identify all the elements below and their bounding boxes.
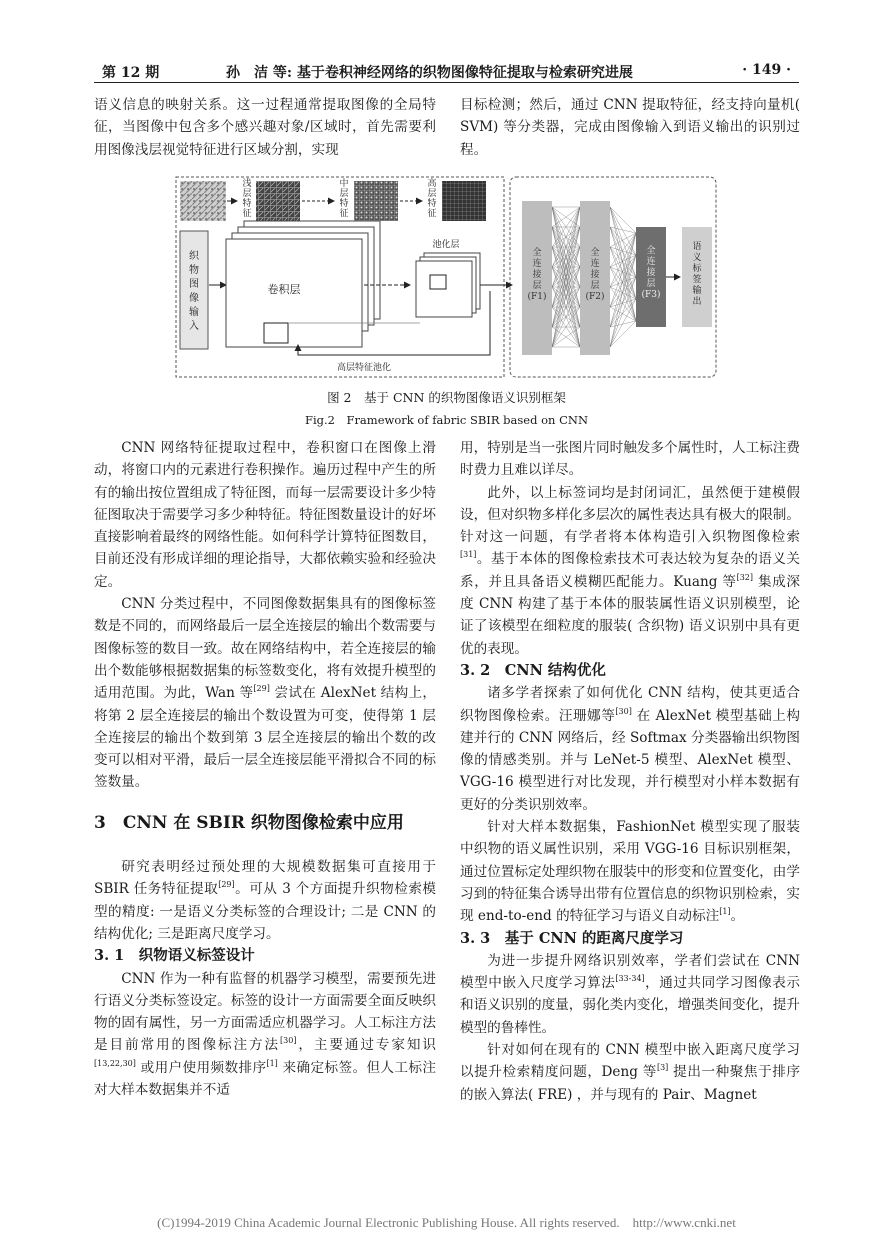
copyright-footer: (C)1994-2019 China Academic Journal Electronic Publishing House. All rights reserved. http://www.cnki.net: [157, 1215, 736, 1230]
figure-label-char: 特: [339, 199, 349, 209]
paragraph: CNN 分类过程中，不同图像数据集具有的图像标签数是不同的，而网络最后一层全连接层的输出个数需要与图像标签的数目一致。故在网络结构中，若全连接层的输出个数能够根据数据集的标签数变化，将有效提升模型的适用范围。为此，Wan 等[29] 尝试在 AlexNet 结构上，将第 2 层全连接层的输出个数设置为可变，使得第 1 层全连接层的输出个数到第 3 层全连接层的输出个数的改变可以相对平滑，最后一层全连接层能平滑拟合不同的标签数量。: [94, 596, 436, 791]
citation: [13,22,30]: [94, 1058, 136, 1068]
fabric-sample-image: [180, 181, 226, 221]
figure-label-char: 图: [189, 279, 199, 290]
paragraph: CNN 作为一种有监督的机器学习模型，需要预先进行语义分类标签设定。标签的设计一方面需要全面反映织物的固有属性，另一方面需适应机器学习。人工标注方法是目前常用的图像标注方法[30]，主要通过专家知识[13,22,30] 或用户使用频数排序[1] 来确定标签。但人工标注对大样本数据集并不适: [94, 970, 437, 1099]
citation: [30]: [615, 706, 632, 716]
citation: [31]: [460, 550, 477, 560]
figure-label-char: 层: [532, 281, 542, 291]
figure-label-char: 层: [242, 189, 252, 199]
subsection-heading: 3. 1 织物语义标签设计: [94, 947, 255, 965]
paragraph: 针对大样本数据集，FashionNet 模型实现了服装中织物的语义属性识别，采用 VGG-16 目标识别框架，通过位置标定处理织物在服装中的形变和位置变化，由学习到的特征集合诱导出带有位置信息的织物识别检索，实现 end-to-end 的特征学习与语义自动标注[1]。: [460, 819, 800, 925]
citation: [29]: [253, 684, 270, 694]
figure-label-char: 签: [692, 275, 702, 285]
figure-label-char: 全: [590, 248, 600, 258]
figure-label-char: (F2): [585, 292, 605, 302]
figure-label-char: 出: [692, 297, 702, 307]
figure-label-char: 接: [532, 270, 542, 280]
paragraph-continued: 目标检测；然后，通过 CNN 提取特征，经支持向量机( SVM) 等分类器，完成由图像输入到语义输出的识别过程。: [460, 97, 800, 158]
figure-label-char: 入: [189, 321, 199, 332]
paragraph: CNN 网络特征提取过程中，卷积窗口在图像上滑动，将窗口内的元素进行卷积操作。遍历过程中产生的所有的输出按位置组成了特征图，而每一层需要设计多少特征图取决于需要学习多少种特征。特征图数量设计的好坏直接影响着最终的网络性能。如何科学计算特征图数目，目前还没有形成详细的理论指导，大都依赖实验和经验决定。: [94, 440, 436, 590]
fc-connection: [610, 247, 636, 321]
fc-connection: [610, 321, 636, 347]
paragraph: 研究表明经过预处理的大规模数据集可直接用于 SBIR 任务特征提取[29]。可从 3 个方面提升织物检索模型的精度: 一是语义分类标签的合理设计; 二是 CNN 的结构优化; 三是距离尺度学习。: [94, 859, 436, 942]
citation: [1]: [719, 907, 731, 917]
figure-label-char: 层: [427, 189, 437, 199]
section-heading: 3 CNN 在 SBIR 织物图像检索中应用: [94, 812, 404, 833]
figure-label-char: 接: [646, 268, 656, 278]
paragraph-continued: 语义信息的映射关系。这一过程通常提取图像的全局特征，当图像中包含多个感兴趣对象/区域时，首先需要利用图像浅层视觉特征进行区域分割，实现: [94, 97, 436, 158]
figure-label-char: 征: [242, 209, 252, 219]
fc-connection: [610, 207, 636, 299]
figure-label-char: 标: [692, 264, 702, 274]
top-right-column: [460, 94, 800, 161]
figure-label-char: 全: [532, 248, 542, 258]
citation: [1]: [266, 1058, 278, 1068]
figure-label-char: 高: [427, 179, 437, 189]
figure-label-char: 连: [590, 259, 600, 269]
fc-connection: [610, 321, 636, 327]
figure-cnn-framework: [174, 175, 720, 380]
paragraph: 针对如何在现有的 CNN 模型中嵌入距离尺度学习以提升检索精度问题，Deng 等[3] 提出一种聚焦于排序的嵌入算法( FRE) ，并与现有的 Pair、Magnet: [460, 1042, 800, 1103]
citation: [29]: [218, 880, 235, 890]
fc-connection: [610, 287, 636, 299]
figure-label-char: 全: [646, 246, 656, 256]
issue-number: 第 12 期: [102, 65, 160, 81]
figure-label-char: 连: [532, 259, 542, 269]
citation: [3]: [656, 1063, 669, 1073]
figure-label-char: 层: [646, 279, 656, 289]
figure-label-char: 层: [590, 281, 600, 291]
fc-connection: [610, 255, 636, 347]
pooling-layer-label: 池化层: [432, 240, 460, 250]
citation: [32]: [736, 572, 754, 582]
top-left-column: [94, 94, 436, 161]
figure-label-char: 中: [339, 179, 349, 189]
figure-label-char: 义: [692, 253, 702, 263]
fc-connection: [610, 207, 636, 277]
figure-label-char: 连: [646, 257, 656, 267]
figure-label-char: 物: [189, 265, 199, 276]
running-header: [94, 52, 799, 83]
fc-connection: [610, 227, 636, 233]
fc-connection: [610, 233, 636, 307]
figure-label-char: 特: [427, 199, 437, 209]
high-feature-label: [427, 177, 436, 219]
figure-label-char: (F3): [641, 290, 661, 300]
figure-label-char: 接: [590, 270, 600, 280]
figure-label-char: 特: [242, 199, 252, 209]
running-title: 孙 洁 等: 基于卷积神经网络的织物图像特征提取与检索研究进展: [226, 65, 633, 81]
figure-label-char: 语: [692, 242, 702, 252]
paragraph-continued: 用，特别是当一张图片同时触发多个属性时，人工标注费时费力且难以详尽。: [460, 440, 800, 479]
figure-label-char: 浅: [242, 179, 252, 189]
figure-label-char: 织: [189, 251, 199, 262]
fc-connection: [610, 277, 636, 347]
citation: [33-34]: [615, 974, 645, 984]
figure-label-char: 层: [339, 189, 349, 199]
figure-label-char: (F1): [527, 292, 547, 302]
fc-connection: [610, 307, 636, 321]
fc-connection: [610, 233, 636, 247]
citation: [30]: [280, 1036, 297, 1046]
conv-layer-label: 卷积层: [267, 283, 301, 296]
left-column: [94, 437, 436, 1101]
figure-caption-en: Fig.2 Framework of fabric SBIR based on CNN: [304, 413, 589, 427]
paragraph: 此外，以上标签词均是封闭词汇，虽然便于建模假设，但对织物多样化多层次的属性表达具有极大的限制。针对这一问题，有学者将本体构造引入织物图像检索[31]。基于本体的图像检索技术可表达较为复杂的语义关系，并且具备语义模糊匹配能力。Kuang 等[32] 集成深度 CNN 构建了基于本体的服装属性语义识别模型，论证了该模型在细粒度的服装( 含织物) 语义识别中具有更优的表现。: [460, 484, 800, 657]
figure-label-char: 输: [692, 286, 702, 296]
paragraph: 为进一步提升网络识别效率，学者们尝试在 CNN 模型中嵌入尺度学习算法[33-34]，通过共同学习图像表示和语义识别的度量，弱化类内变化，增强类间变化，提升模型的鲁棒性。: [460, 952, 800, 1036]
figure-caption-cn: 图 2 基于 CNN 的织物图像语义识别框架: [327, 390, 566, 405]
figure-label-char: 征: [339, 209, 349, 219]
right-column: [460, 437, 800, 1106]
figure-label-char: 像: [189, 293, 199, 304]
high-level-pooling-label: 高层特征池化: [336, 363, 392, 373]
middle-feature-label: [339, 177, 348, 219]
figure-label-char: 征: [427, 209, 437, 219]
figure-label-char: 输: [189, 307, 199, 318]
fc-connection: [610, 207, 636, 233]
page-number: · 149 ·: [742, 62, 791, 78]
shallow-feature-label: [242, 177, 251, 219]
paragraph: 诸多学者探索了如何优化 CNN 结构，使其更适合织物图像检索。汪珊娜等[30] 在 AlexNet 模型基础上构建并行的 CNN 网络后，经 Softmax 分类器输出织物图像的情感类别。并与 LeNet-5 模型、AlexNet 模型、VGG-16 模型进行对比发现，并行模型对小样本数据有更好的分类识别效率。: [460, 685, 800, 813]
subsection-heading: 3. 2 CNN 结构优化: [460, 661, 606, 679]
subsection-heading: 3. 3 基于 CNN 的距离尺度学习: [460, 929, 684, 947]
fc-connection: [610, 255, 636, 267]
